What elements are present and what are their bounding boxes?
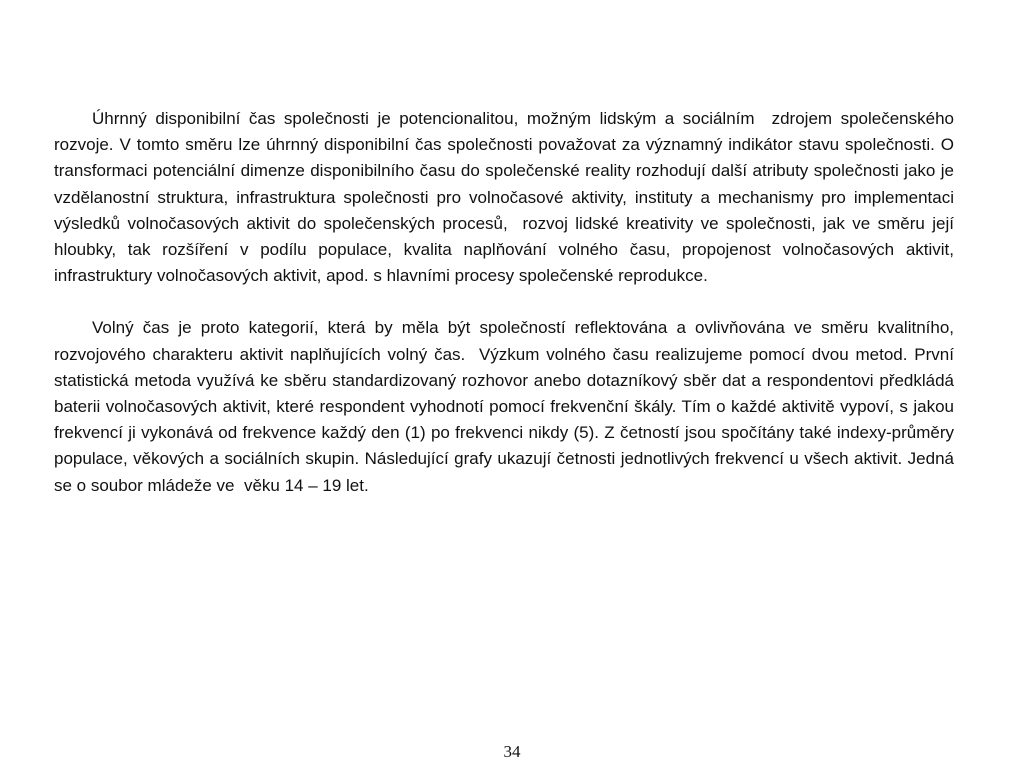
paragraph-2: Volný čas je proto kategorií, která by měla být společností reflektována a ovlivňována ve směru kvalitního, rozvojového charakteru aktivit naplňujících volný čas. Výzkum volného času realizujeme pomocí dvou metod. První statistická metoda využívá ke sběru standardizovaný rozhovor anebo dotazníkový sběr dat a respondentovi předkládá baterii volnočasových aktivit, které respondent vyhodnotí pomocí frekvenční škály. Tím o každé aktivitě vypoví, s jakou frekvencí ji vykonává od frekvence každý den (1) po frekvenci nikdy (5). Z četností jsou spočítány také indexy-průměry populace, věkových a sociálních skupin. Následující grafy ukazují četnosti jednotlivých frekvencí u všech aktivit. Jedná se o soubor mládeže ve věku 14 – 19 let. — [54, 318, 959, 495]
body-text — [54, 106, 959, 499]
paragraph-1: Úhrnný disponibilní čas společnosti je potencionalitou, možným lidským a sociálním zdrojem společenského rozvoje. V tomto směru lze úhrnný disponibilní čas společnosti považovat za významný indikátor stavu společnosti. O transformaci potenciální dimenze disponibilního času do společenské reality rozhodují další atributy společnosti jako je vzdělanostní struktura, infrastruktura společnosti pro volnočasové aktivity, instituty a mechanismy pro implementaci výsledků volnočasových aktivit do společenských procesů, rozvoj lidské kreativity ve společnosti, jak ve směru její hloubky, tak rozšíření v podílu populace, kvalita naplňování volného času, propojenost volnočasových aktivit, infrastruktury volnočasových aktivit, apod. s hlavními procesy společenské reprodukce. — [54, 109, 959, 286]
page-number: 34 — [503, 742, 521, 761]
